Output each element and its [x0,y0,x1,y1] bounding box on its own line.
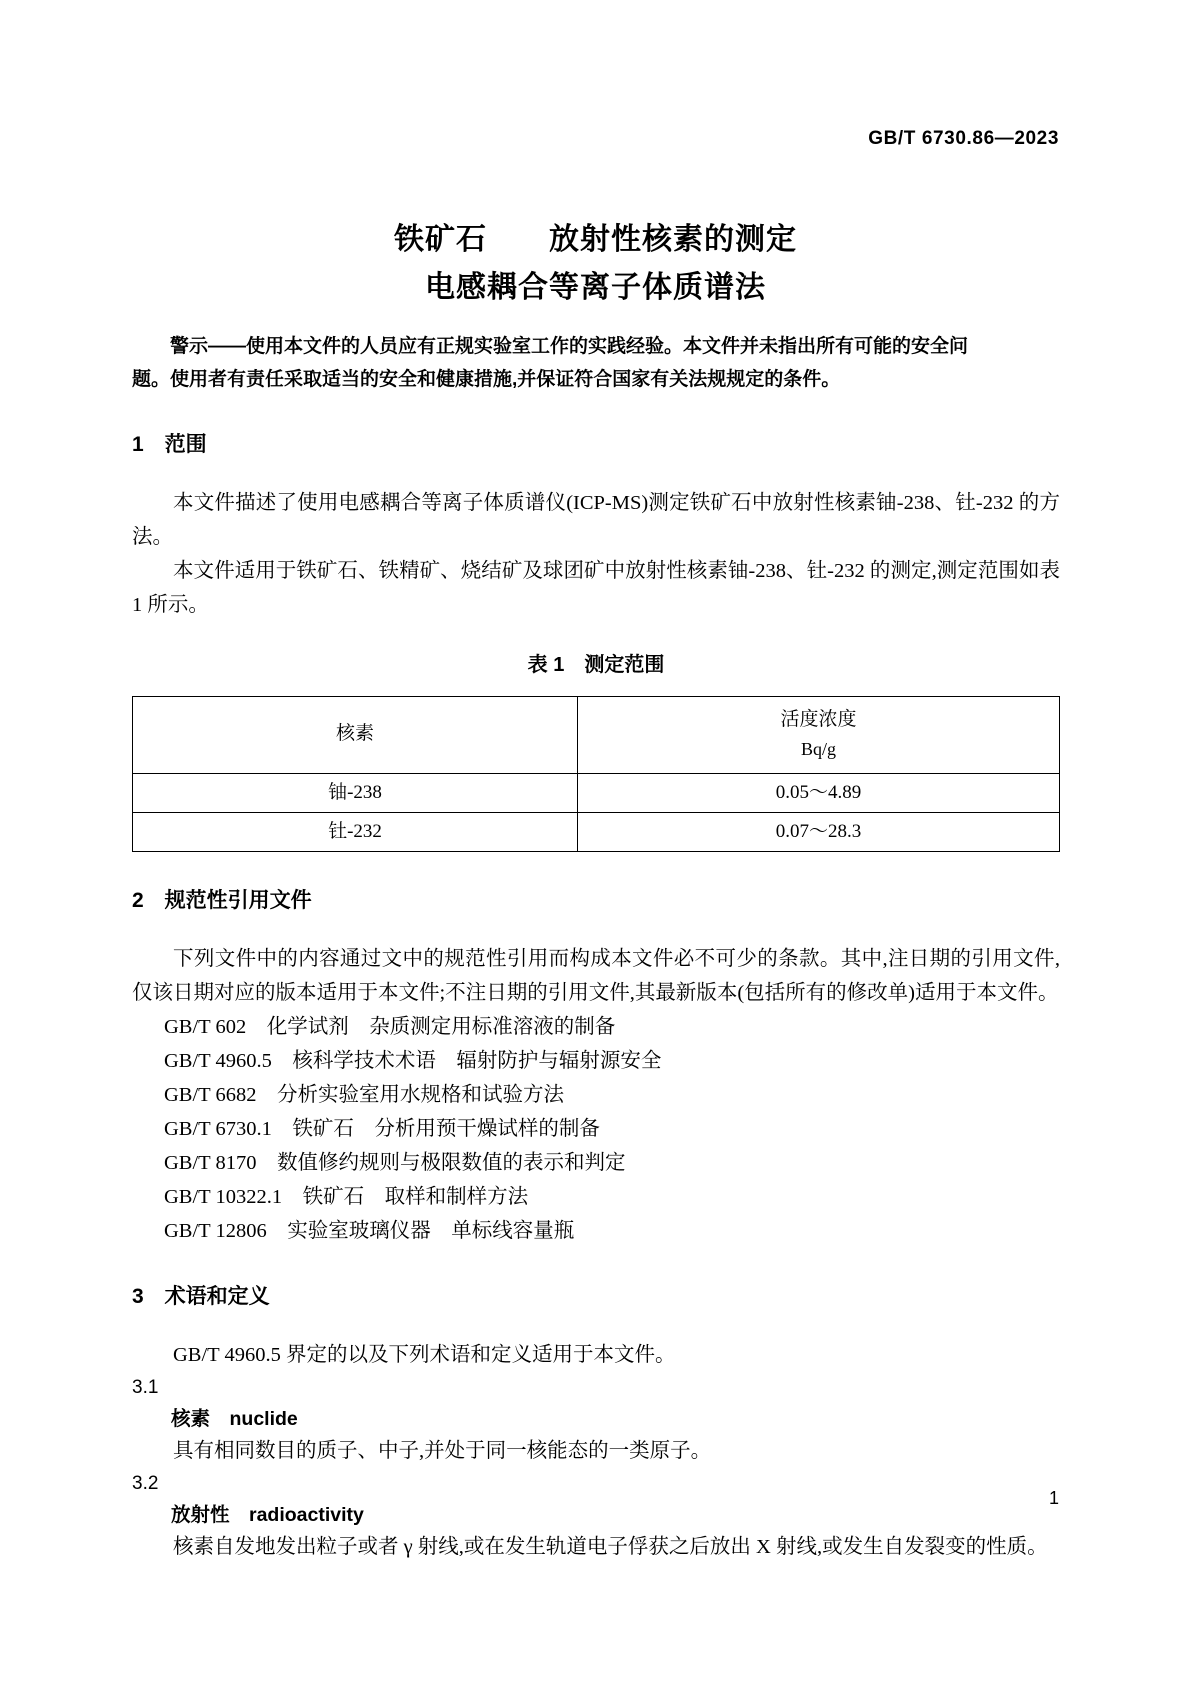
clause-1-heading: 1 范围 [132,433,207,456]
list-item: GB/T 12806 实验室玻璃仪器 单标线容量瓶 [164,1220,575,1242]
clause-3-paragraph-1: GB/T 4960.5 界定的以及下列术语和定义适用于本文件。 [173,1344,676,1366]
clause-3-heading: 3 术语和定义 [132,1285,270,1308]
definition-number: 3.1 [132,1377,159,1398]
table-header-concentration [577,697,1059,774]
spacer [132,1312,1060,1338]
list-item: GB/T 8170 数值修约规则与极限数值的表示和判定 [164,1152,626,1174]
warning-line-2: 题。使用者有责任采取适当的安全和健康措施,并保证符合国家有关法规规定的条件。 [132,369,841,390]
spacer [132,1248,1060,1282]
table-header-row [133,697,1060,774]
table-measurement-range [132,696,1060,852]
definition-entry-3-2 [132,1468,1060,1564]
document-body [132,330,1060,1564]
spacer [132,682,1060,696]
normative-reference-list [132,1010,1060,1248]
list-item: GB/T 10322.1 铁矿石 取样和制样方法 [164,1186,529,1208]
spacer [132,916,1060,942]
table-cell-range: 0.07～28.3 [577,813,1059,852]
clause-1-paragraph-2: 本文件适用于铁矿石、铁精矿、烧结矿及球团矿中放射性核素铀-238、钍-232 的测定,测定范围如表 1 所示。 [132,560,1060,616]
warning-notice [132,330,1060,396]
title-line-2: 电感耦合等离子体质谱法 [425,271,766,304]
definition-body: 核素自发地发出粒子或者 γ 射线,或在发生轨道电子俘获之后放出 X 射线,或发生自发裂变的性质。 [173,1536,1048,1558]
table-cell-range: 0.05～4.89 [577,774,1059,813]
warning-text-1: 警示——使用本文件的人员应有正规实验室工作的实践经验。本文件并未指出所有可能的安全问 [170,336,969,357]
table-cell-nuclide: 铀-238 [133,774,578,813]
spacer [132,622,1060,648]
definition-number: 3.2 [132,1473,159,1494]
table-row [133,774,1060,813]
definition-term: 放射性 radioactivity [171,1504,364,1526]
definition-entry-3-1 [132,1372,1060,1468]
list-item: GB/T 602 化学试剂 杂质测定用标准溶液的制备 [164,1016,616,1038]
document-title [0,216,1191,312]
definition-body: 具有相同数目的质子、中子,并处于同一核能态的一类原子。 [173,1440,712,1462]
list-item: GB/T 6682 分析实验室用水规格和试验方法 [164,1084,564,1106]
warning-line-1 [132,330,1060,363]
spacer [132,396,1060,430]
table-header-concentration-unit: Bq/g [800,739,836,759]
table-row [133,813,1060,852]
running-header-standard-number: GB/T 6730.86—2023 [868,128,1059,149]
list-item: GB/T 6730.1 铁矿石 分析用预干燥试样的制备 [164,1118,600,1140]
table-cell-nuclide: 钍-232 [133,813,578,852]
clause-1-paragraph-1: 本文件描述了使用电感耦合等离子体质谱仪(ICP-MS)测定铁矿石中放射性核素铀-238、钍-232 的方法。 [132,492,1060,548]
clause-2-heading: 2 规范性引用文件 [132,889,312,912]
table-header-nuclide: 核素 [133,697,578,774]
title-line-1: 铁矿石 放射性核素的测定 [394,223,797,256]
table-1-caption: 表 1 测定范围 [527,654,665,676]
spacer [132,852,1060,886]
clause-2-paragraph-1: 下列文件中的内容通过文中的规范性引用而构成本文件必不可少的条款。其中,注日期的引用文件,仅该日期对应的版本适用于本文件;不注日期的引用文件,其最新版本(包括所有的修改单)适用于本文件。 [132,948,1060,1004]
table-header-concentration-label: 活度浓度 [780,709,857,730]
definition-term: 核素 nuclide [171,1408,298,1430]
list-item: GB/T 4960.5 核科学技术术语 辐射防护与辐射源安全 [164,1050,662,1072]
page-number: 1 [1048,1488,1059,1508]
spacer [132,460,1060,486]
